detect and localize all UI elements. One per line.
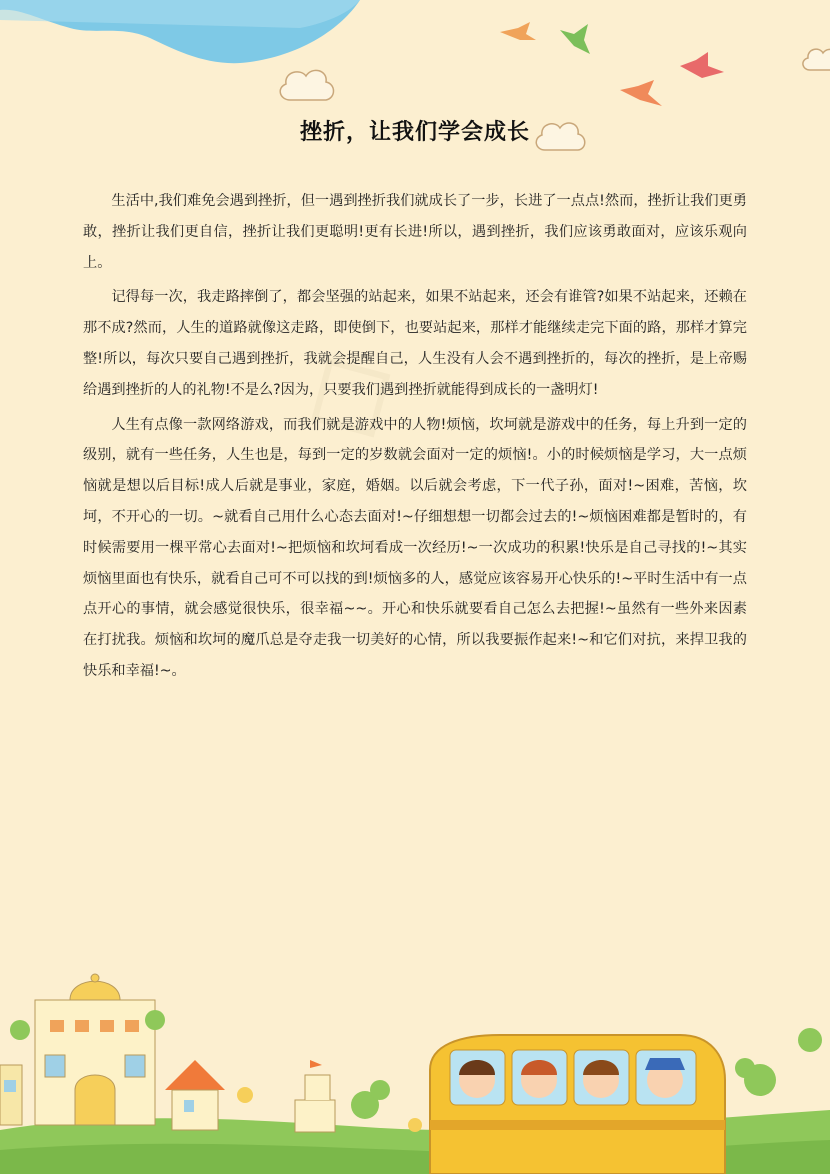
bird-icon [680, 52, 724, 78]
school-bus [430, 1035, 725, 1174]
cloud-icon [280, 70, 333, 100]
watermark: ◇ [271, 306, 421, 473]
bird-icon [500, 22, 536, 40]
kid-icon [459, 1060, 495, 1098]
bottom-decoration [0, 960, 830, 1174]
house-icon [165, 1060, 225, 1130]
paragraph: 生活中,我们难免会遇到挫折，但一遇到挫折我们就成长了一步，长进了一点点!然而，挫折让我们更勇敢，挫折让我们更自信，挫折让我们更聪明!更有长进!所以，遇到挫折，我们应该勇敢面对，应该乐观向上。 [83, 193, 747, 271]
kid-icon [583, 1060, 619, 1098]
paragraph: 记得每一次，我走路摔倒了，都会坚强的站起来，如果不站起来，还会有谁管?如果不站起来，还赖在那不成?然而，人生的道路就像这走路，即使倒下，也要站起来，那样才能继续走完下面的路，那样才算完整!所以，每次只要自己遇到挫折，我就会提醒自己，人生没有人会不遇到挫折的，每次的挫折，是上帝赐给遇到挫折的人的礼物!不是么?因为，只要我们遇到挫折就能得到成长的一盏明灯! [83, 289, 747, 398]
page-title: 挫折，让我们学会成长 [299, 119, 530, 145]
article-body [83, 186, 747, 691]
bird-icon [560, 24, 590, 54]
cloud-icon [803, 49, 830, 70]
building-icon [35, 974, 155, 1125]
top-decoration [0, 0, 830, 180]
house-icon [0, 1065, 22, 1125]
kid-icon [521, 1060, 557, 1098]
house-icon [295, 1060, 335, 1132]
paragraph: 人生有点像一款网络游戏，而我们就是游戏中的人物!烦恼，坎坷就是游戏中的任务，每上升到一定的级别，就有一些任务，人生也是，每到一定的岁数就会面对一定的烦恼!。小的时候烦恼是学习，大一点烦恼就是想以后目标!成人后就是事业，家庭，婚姻。以后就会考虑，下一代子孙，面对!~困难，苦恼，坎坷，不开心的一切。~就看自己用什么心态去面对!~仔细想想一切都会过去的!~烦恼困难都是暂时的，有时候需要用一棵平常心去面对!~把烦恼和坎坷看成一次经历!~一次成功的积累!快乐是自己寻找的!~其实烦恼里面也有快乐，就看自己可不可以找的到!烦恼多的人，感觉应该容易开心快乐的!~平时生活中有一点点开心的事情，就会感觉很快乐，很幸福~~。开心和快乐就要看自己怎么去把握!~虽然有一些外来因素在打扰我。烦恼和坎坷的魔爪总是夺走我一切美好的心情，所以我要振作起来!~和它们对抗，来捍卫我的快乐和幸福!~。 [83, 416, 747, 679]
bird-icon [620, 80, 662, 106]
